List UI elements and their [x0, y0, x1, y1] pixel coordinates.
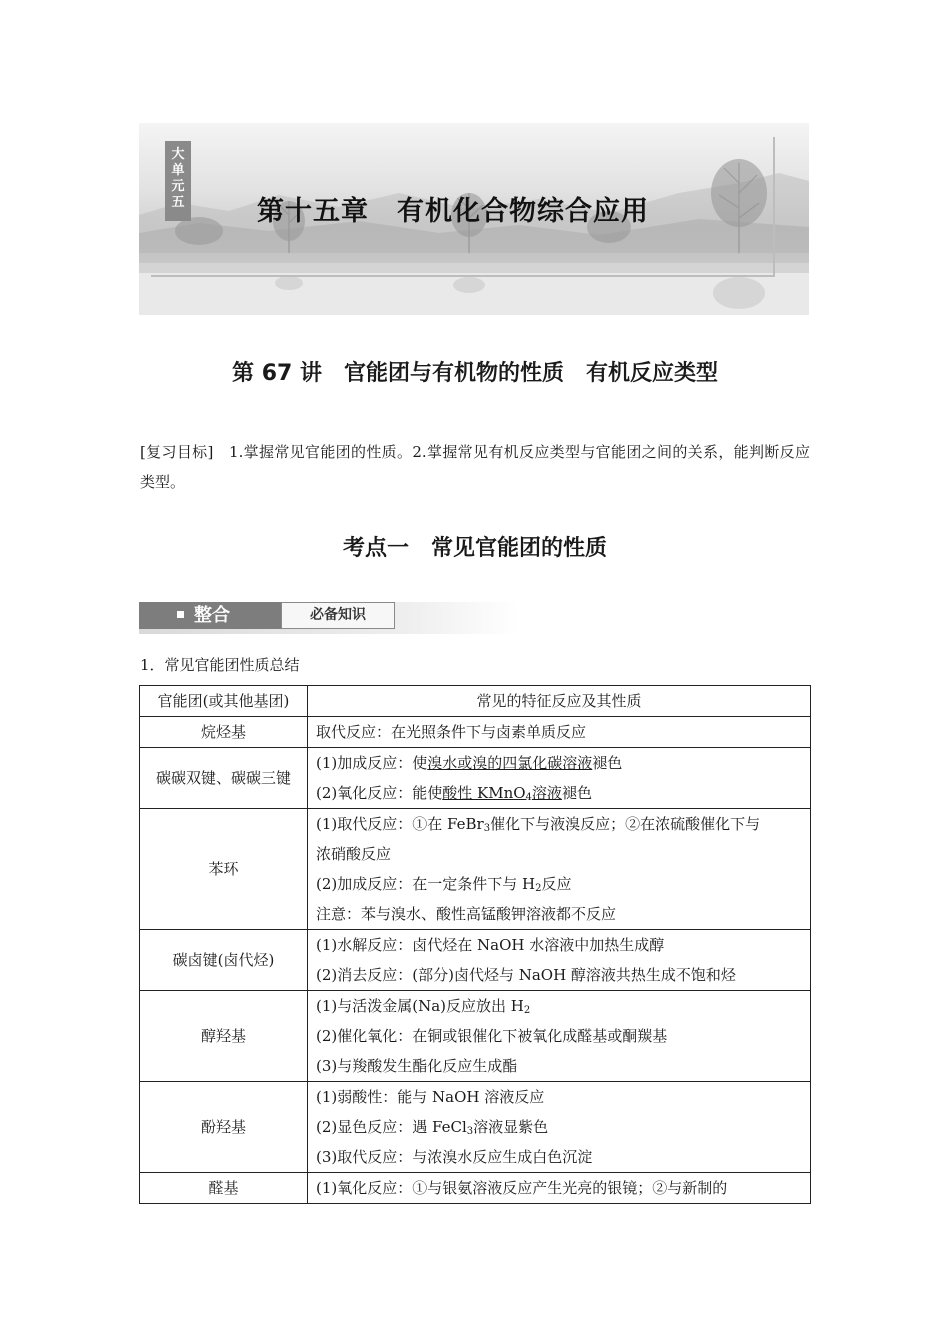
property-line: 浓硝酸反应: [316, 845, 392, 863]
subscript: 4: [525, 792, 532, 803]
property-cell: [308, 930, 811, 991]
text-segment: (2)显色反应：遇 FeCl: [316, 1118, 467, 1136]
table-row: [140, 930, 811, 991]
property-line: (2)催化氧化：在铜或银催化下被氧化成醛基或酮羰基: [316, 1027, 668, 1045]
property-line: [316, 1112, 802, 1142]
group-cell: 醇羟基: [140, 991, 308, 1082]
text-segment: 溶液: [531, 784, 562, 802]
table-row: [140, 809, 811, 930]
group-cell: 烷烃基: [140, 717, 308, 748]
unit-tag-char: 元: [171, 179, 185, 194]
list-heading: 1．常见官能团性质总结: [140, 656, 300, 674]
subscript: 2: [523, 1005, 531, 1016]
property-line: [316, 991, 802, 1021]
table-row: [140, 1082, 811, 1173]
unit-tag-char: 单: [171, 163, 185, 178]
chapter-banner: [139, 123, 809, 315]
property-cell: [308, 748, 811, 809]
unit-tag-char: 五: [171, 195, 185, 210]
subscript: 3: [483, 823, 491, 834]
chapter-title: 第十五章 有机化合物综合应用: [257, 196, 649, 227]
text-segment: (1)加成反应：使: [316, 754, 428, 772]
square-bullet-icon: [177, 611, 184, 618]
section-tag-sub: 必备知识: [281, 602, 395, 629]
property-line: [316, 778, 802, 808]
section-title: 考点一 常见官能团的性质: [342, 536, 607, 561]
subscript: 3: [466, 1126, 474, 1137]
group-cell: 苯环: [140, 809, 308, 930]
property-line: 注意：苯与溴水、酸性高锰酸钾溶液都不反应: [316, 905, 617, 923]
unit-tag: [165, 141, 191, 221]
property-line: [316, 869, 802, 899]
section-tag-main: [139, 602, 281, 629]
section-tag-main-label: 整合: [194, 605, 230, 626]
property-line: [316, 809, 802, 839]
property-line: 取代反应：在光照条件下与卤素单质反应: [316, 723, 587, 741]
property-cell: [308, 991, 811, 1082]
table-header: 常见的特征反应及其性质: [308, 686, 811, 717]
property-cell: [308, 717, 811, 748]
text-segment: 反应: [541, 875, 572, 893]
table-header: 官能团(或其他基团): [140, 686, 308, 717]
text-segment: 褪色: [592, 754, 623, 772]
text-segment: 褪色: [561, 784, 592, 802]
text-segment: (2)加成反应：在一定条件下与 H: [316, 875, 536, 893]
table-row: [140, 717, 811, 748]
property-line: (1)氧化反应：①与银氨溶液反应产生光亮的银镜；②与新制的: [316, 1179, 728, 1197]
text-segment: 催化下与液溴反应；②在浓硫酸催化下与: [490, 815, 761, 833]
property-cell: [308, 1082, 811, 1173]
lecture-title: 第 67 讲 官能团与有机物的性质 有机反应类型: [232, 361, 718, 386]
property-cell: [308, 1173, 811, 1204]
table-header-row: [140, 686, 811, 717]
text-segment: 酸性 KMnO: [442, 784, 526, 802]
unit-tag-char: 大: [171, 147, 185, 162]
group-cell: 碳卤键(卤代烃): [140, 930, 308, 991]
group-cell: 醛基: [140, 1173, 308, 1204]
property-line: (1)弱酸性：能与 NaOH 溶液反应: [316, 1088, 545, 1106]
group-cell: 碳碳双键、碳碳三键: [140, 748, 308, 809]
property-line: (3)与羧酸发生酯化反应生成酯: [316, 1057, 518, 1075]
table-row: [140, 1173, 811, 1204]
property-cell: [308, 809, 811, 930]
text-segment: 溶液显紫色: [473, 1118, 549, 1136]
group-cell: 酚羟基: [140, 1082, 308, 1173]
subscript: 2: [535, 883, 542, 894]
review-objectives: [复习目标] 1.掌握常见官能团的性质。2.掌握常见有机反应类型与官能团之间的关系，能判断反应类型。: [140, 443, 810, 491]
text-segment: (2)氧化反应：能使: [316, 784, 443, 802]
property-line: (3)取代反应：与浓溴水反应生成白色沉淀: [316, 1148, 593, 1166]
text-segment: (1)与活泼金属(Na)反应放出 H: [316, 997, 524, 1015]
table-row: [140, 748, 811, 809]
functional-group-table: [139, 685, 811, 1204]
property-line: (2)消去反应：(部分)卤代烃与 NaOH 醇溶液共热生成不饱和烃: [316, 966, 736, 984]
table-row: [140, 991, 811, 1082]
property-line: (1)水解反应：卤代烃在 NaOH 水溶液中加热生成醇: [316, 936, 665, 954]
property-line: [316, 748, 802, 778]
text-segment: (1)取代反应：①在 FeBr: [316, 815, 484, 833]
underlined-answer: [442, 784, 562, 802]
underlined-answer: 溴水或溴的四氯化碳溶液: [427, 754, 593, 772]
